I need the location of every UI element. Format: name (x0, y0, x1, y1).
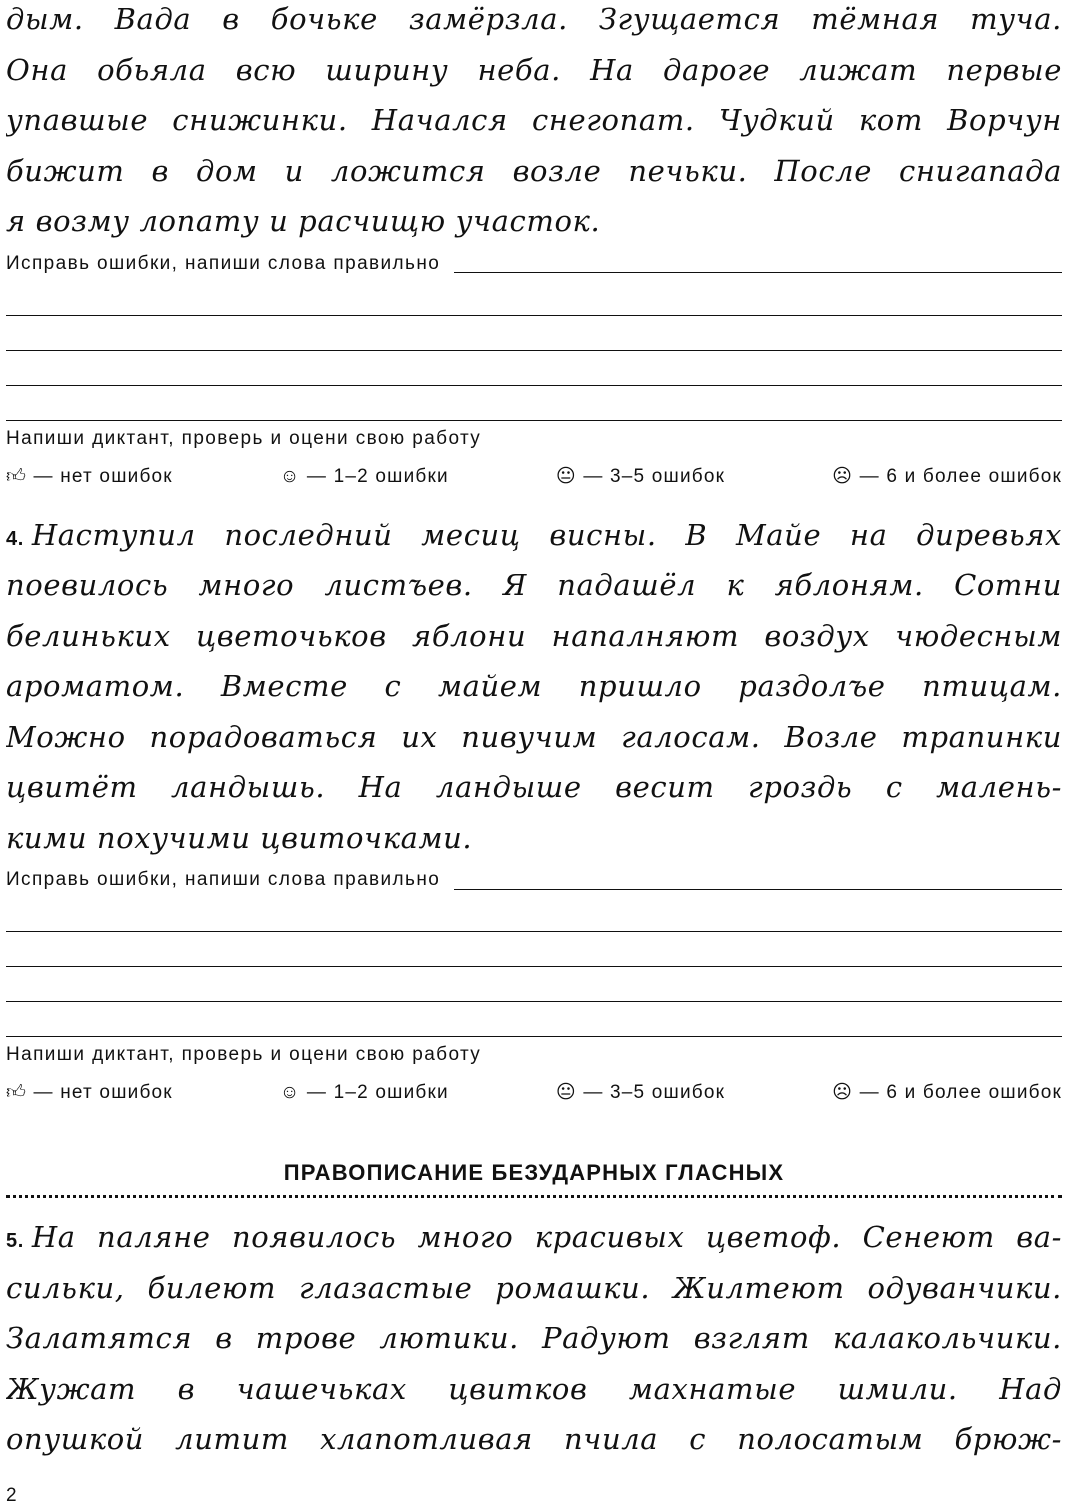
handwritten-line: я возму лопату и расчищю участок. (6, 204, 601, 238)
grade-label: — 6 и более ошибок (859, 1082, 1062, 1103)
handwritten-line-text: Наступил последний месиц висны. В Майе на диревьях (31, 517, 1062, 552)
dictation-text-4 (6, 510, 1062, 864)
neutral-face-icon: 😐︎ (555, 465, 577, 487)
section-heading: ПРАВОПИСАНИЕ БЕЗУДАРНЫХ ГЛАСНЫХ (283, 1160, 785, 1185)
grading-scale (6, 1073, 1062, 1113)
dictation-instruction: Напиши диктант, проверь и оцени свою работу (6, 1044, 482, 1065)
smile-icon: ☺ (279, 465, 301, 487)
exercise-number: 5. (6, 1230, 24, 1252)
grade-label: — нет ошибок (33, 1082, 173, 1103)
dictation-instruction: Напиши диктант, проверь и оцени свою работу (6, 427, 482, 449)
smile-icon: ☺ (279, 1082, 301, 1103)
grade-label: — 3–5 ошибок (583, 465, 726, 487)
correction-prompt (6, 863, 1062, 897)
answer-line[interactable] (6, 1002, 1062, 1037)
handwritten-line: ароматом. Вместе с майем пришло раздолъе птицам. (6, 669, 1062, 703)
grade-label: — 6 и более ошибок (859, 465, 1062, 487)
handwritten-line: Жужат в чашечьках цвитков махнатые шмили. Над (6, 1371, 1062, 1406)
handwritten-line-text: На паляне появилось много красивых цветоф. Сенеют ва- (31, 1220, 1062, 1254)
answer-line[interactable] (6, 316, 1062, 351)
handwritten-line: Она обьяла всю ширину неба. На дароге лижат первые (6, 52, 1062, 87)
thumbs-up-icon: 👍︎ (6, 1082, 28, 1103)
page-number: 2 (6, 1485, 17, 1506)
dictation-text-3 (6, 0, 1062, 247)
handwritten-line: дым. Вада в бочьке замёрзла. Згущается тёмная туча. (6, 2, 1062, 36)
correction-prompt-label: Исправь ошибки, напиши слова правильно (6, 869, 441, 890)
workbook-page (6, 0, 1062, 1465)
sad-face-icon: ☹ (832, 1082, 854, 1103)
thumbs-up-icon: 👍︎ (6, 465, 28, 487)
answer-line[interactable] (6, 386, 1062, 421)
answer-line[interactable] (454, 254, 1062, 273)
handwritten-line (6, 1212, 1062, 1263)
handwritten-line: сильки, билеют глазастые ромашки. Жилтеют одуванчики. (6, 1270, 1062, 1305)
handwritten-line: Залатятся в трове лютики. Радуют взглят калакольчики. (6, 1321, 1062, 1355)
answer-line[interactable] (6, 967, 1062, 1002)
correction-prompt-label: Исправь ошибки, напиши слова правильно (6, 252, 441, 274)
answer-line[interactable] (454, 871, 1062, 890)
handwritten-line: опушкой литит хлапотливая пчила с полосатым брюж- (6, 1422, 1062, 1456)
handwritten-line: белиньких цветочьков яблони напалняют воздух чюдесным (6, 618, 1062, 653)
handwritten-line: поевилось много листъев. Я падашёл к яблоням. Сотни (6, 568, 1062, 602)
answer-line[interactable] (6, 897, 1062, 932)
answer-line[interactable] (6, 932, 1062, 967)
handwritten-line: упавшые снижинки. Начался снегопат. Чудкий кот Ворчун (6, 103, 1062, 137)
handwritten-line: бижит в дом и ложится возле печьки. После снигапада (6, 153, 1062, 188)
answer-line[interactable] (6, 281, 1062, 316)
sad-face-icon: ☹ (832, 465, 854, 487)
correction-prompt (6, 247, 1062, 281)
grade-label: — 1–2 ошибки (306, 1082, 449, 1103)
dictation-text-5 (6, 1212, 1062, 1465)
exercise-number: 4. (6, 527, 24, 550)
grade-label: — нет ошибок (33, 465, 173, 487)
neutral-face-icon: 😐︎ (555, 1082, 577, 1103)
handwritten-line (6, 510, 1062, 561)
handwritten-line: Можно порадоваться их пивучим галосам. Возле трапинки (6, 719, 1062, 754)
handwritten-line: кими похучими цвиточками. (6, 820, 473, 855)
grade-label: — 1–2 ошибки (306, 465, 449, 487)
dotted-divider (6, 1195, 1062, 1198)
answer-line[interactable] (6, 351, 1062, 386)
handwritten-line: цвитёт ландышь. На ландыше весит гроздь с малень- (6, 770, 1062, 804)
grading-scale (6, 457, 1062, 497)
grade-label: — 3–5 ошибок (583, 1082, 726, 1103)
